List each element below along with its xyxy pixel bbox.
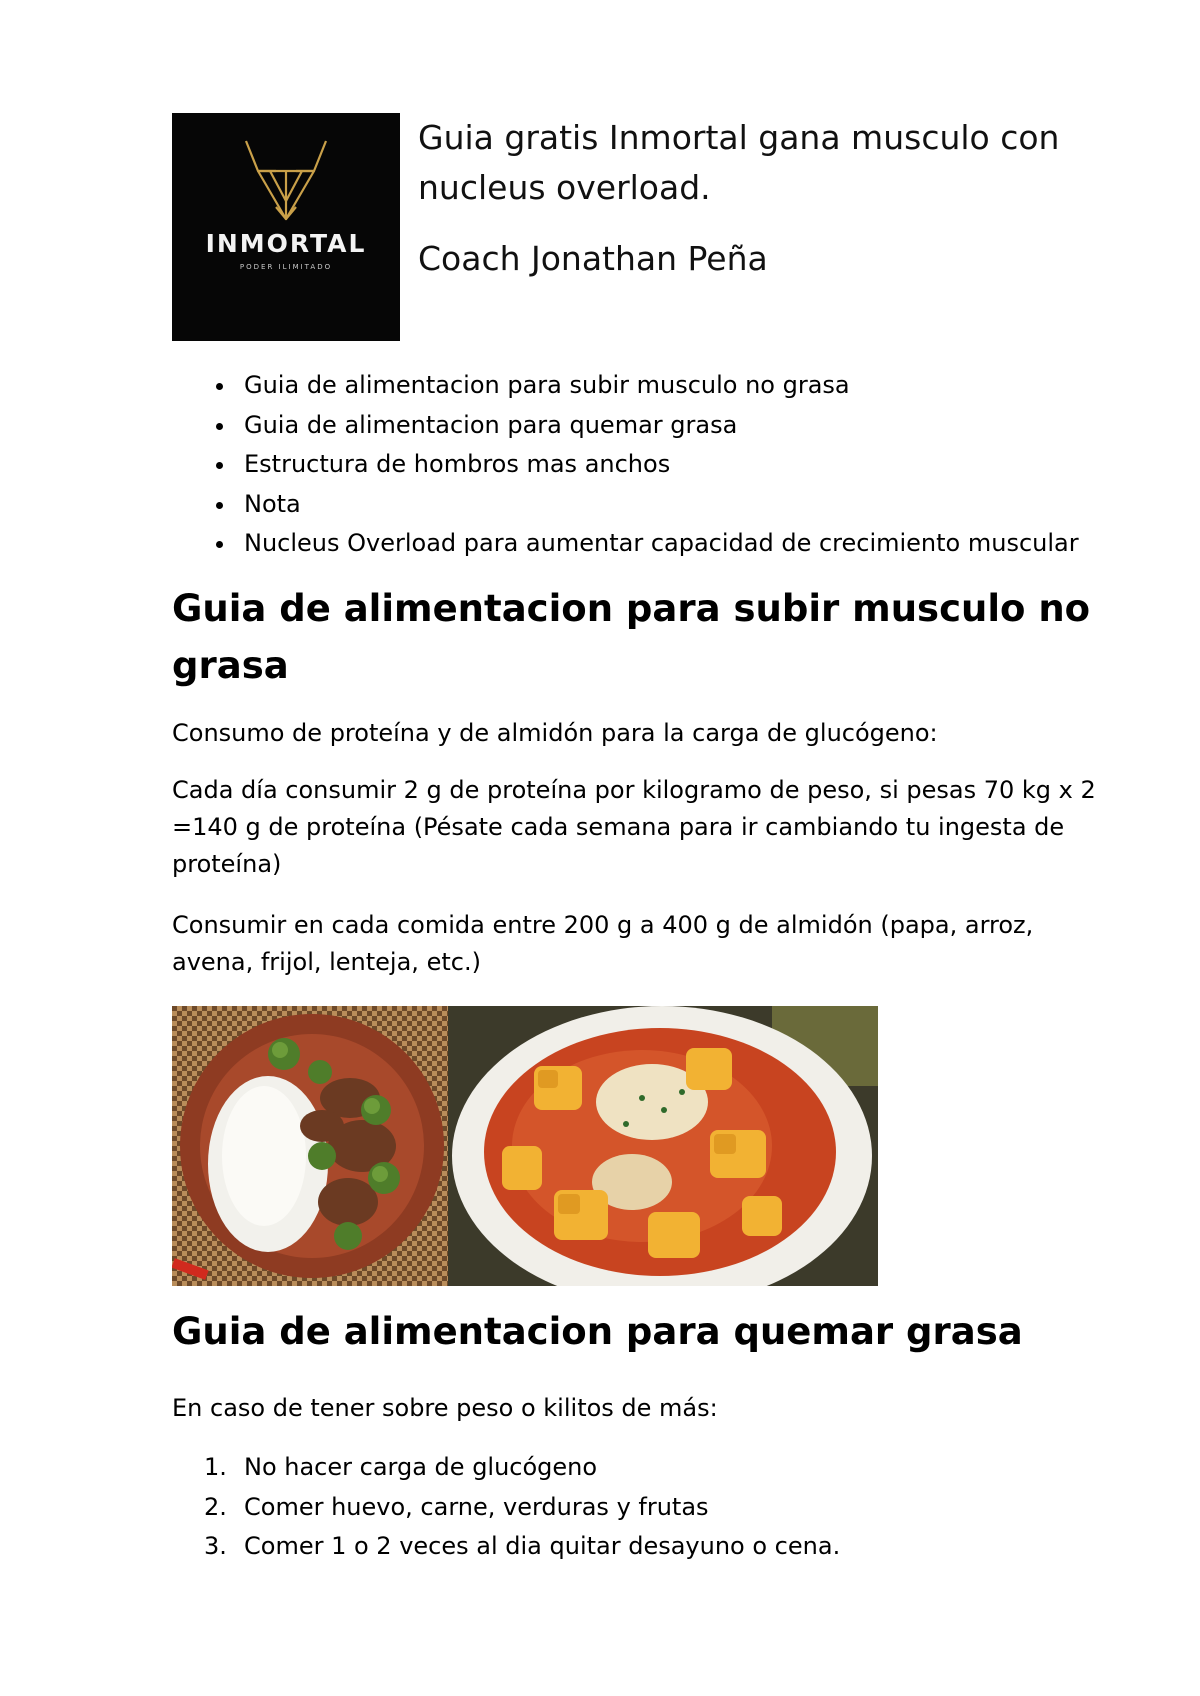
list-number: 2. — [204, 1492, 227, 1521]
section-heading-fat-loss: Guia de alimentacion para quemar grasa — [172, 1310, 1023, 1353]
bullet-icon — [216, 383, 223, 390]
list-item — [172, 524, 1112, 564]
list-item-text: Guia de alimentacion para quemar grasa — [244, 410, 738, 439]
paragraph-protein-intro: Consumo de proteína y de almidón para la carga de glucógeno: — [172, 719, 938, 747]
list-item — [172, 485, 1112, 525]
rice-broccoli-photo — [172, 1006, 448, 1286]
list-number: 1. — [204, 1453, 227, 1481]
bullet-icon — [216, 541, 223, 548]
list-item — [172, 1448, 1112, 1488]
bullet-icon — [216, 502, 223, 509]
list-item-text: No hacer carga de glucógeno — [244, 1453, 598, 1481]
list-number: 3. — [204, 1532, 227, 1560]
paragraph-fat-loss-intro: En caso de tener sobre peso o kilitos de más: — [172, 1394, 718, 1422]
logo-wordmark: INMORTAL — [205, 229, 367, 258]
paragraph-starch-amount: Consumir en cada comida entre 200 g a 400 g de almidón (papa, arroz, avena, frijol, lenteja, etc.) — [172, 911, 1034, 976]
bullet-icon — [216, 462, 223, 469]
list-item-text: Estructura de hombros mas anchos — [244, 450, 671, 478]
list-item-text: Comer 1 o 2 veces al dia quitar desayuno o cena. — [244, 1532, 841, 1560]
fat-loss-steps — [172, 1448, 1112, 1567]
page-title: Guia gratis Inmortal gana musculo con nucleus overload. — [418, 118, 1060, 207]
inmortal-logo — [172, 113, 400, 341]
bull-head-icon — [172, 113, 400, 341]
coach-name: Coach Jonathan Peña — [418, 239, 768, 278]
logo-tagline: PODER ILIMITADO — [239, 263, 333, 271]
list-item — [172, 366, 1112, 406]
list-item — [172, 1527, 1112, 1567]
list-item-text: Guia de alimentacion para subir musculo no grasa — [244, 371, 850, 399]
contents-list — [172, 366, 1112, 564]
list-item — [172, 1488, 1112, 1528]
food-photos — [172, 1006, 878, 1286]
paragraph-protein-amount: Cada día consumir 2 g de proteína por kilogramo de peso, si pesas 70 kg x 2 =140 g de proteína (Pésate cada semana para ir cambiando tu ingesta de proteína) — [172, 776, 1096, 878]
list-item-text: Comer huevo, carne, verduras y frutas — [244, 1492, 709, 1521]
list-item-text: Nucleus Overload para aumentar capacidad de crecimiento muscular — [244, 529, 1079, 557]
list-item — [172, 445, 1112, 485]
list-item-text: Nota — [244, 489, 301, 518]
section-heading-muscle: Guia de alimentacion para subir musculo no grasa — [172, 587, 1091, 687]
chicken-potato-stew-photo — [448, 1006, 878, 1286]
list-item — [172, 406, 1112, 446]
bullet-icon — [216, 423, 223, 430]
